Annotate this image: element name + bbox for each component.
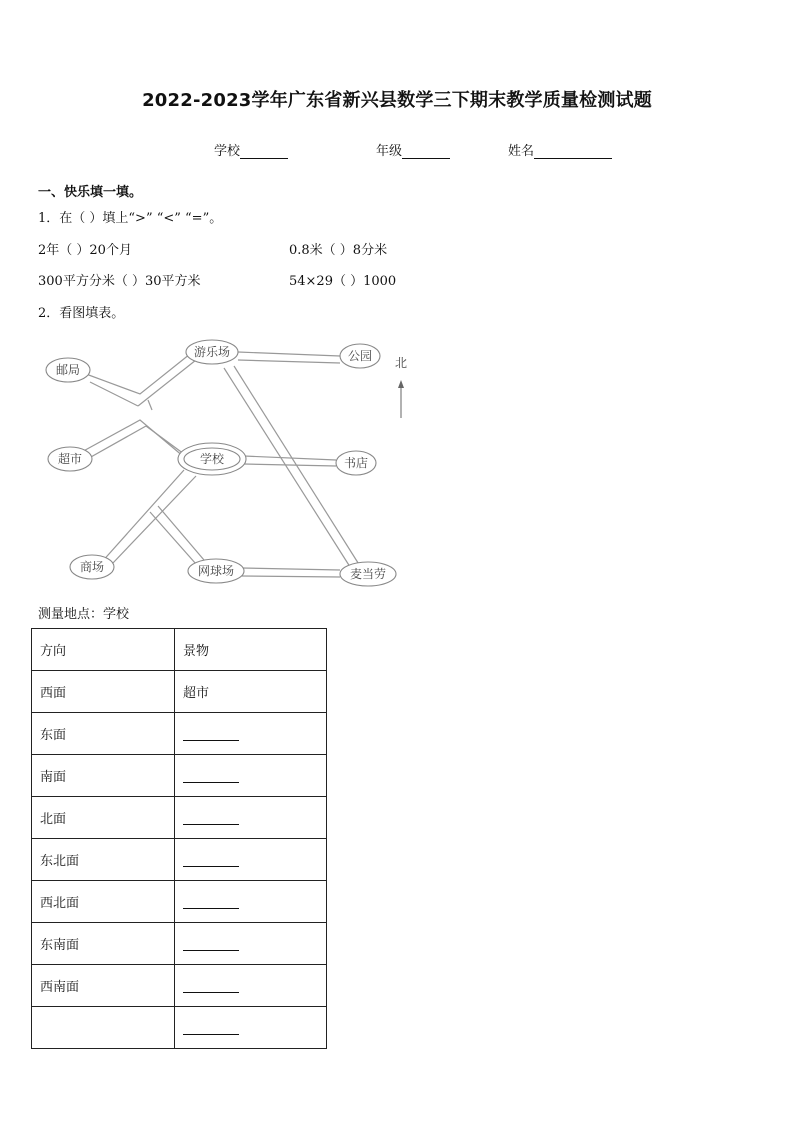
answer-blank[interactable]: [183, 728, 239, 741]
direction-cell: 东南面: [32, 923, 175, 965]
direction-cell: 西北面: [32, 881, 175, 923]
north-arrow-icon: [398, 380, 404, 418]
answer-cell[interactable]: [175, 839, 327, 881]
table-row: [32, 965, 327, 1007]
table-row: [32, 755, 327, 797]
name-field[interactable]: [508, 140, 612, 159]
north-label: 北: [394, 356, 408, 370]
answer-blank[interactable]: [183, 854, 239, 867]
answer-blank[interactable]: [183, 770, 239, 783]
map-label-bookstore: 书店: [343, 456, 369, 470]
scenery-cell: 超市: [175, 671, 327, 713]
grade-blank[interactable]: [402, 145, 450, 159]
table-header-row: [32, 629, 327, 671]
answer-cell[interactable]: [175, 797, 327, 839]
answer-cell[interactable]: [175, 965, 327, 1007]
table-row: [32, 881, 327, 923]
answer-cell[interactable]: [175, 713, 327, 755]
map-label-tennis-court: 网球场: [197, 564, 235, 578]
question-2-prompt: 2．看图填表。: [38, 306, 125, 321]
grade-label: 年级: [376, 144, 403, 159]
table-header-scenery: 景物: [175, 629, 327, 671]
map-label-mall: 商场: [79, 560, 105, 574]
map-label-school: 学校: [199, 452, 225, 466]
section-heading: 一、快乐填一填。: [38, 185, 143, 200]
answer-cell[interactable]: [175, 881, 327, 923]
school-label: 学校: [214, 144, 241, 159]
direction-cell: 西南面: [32, 965, 175, 1007]
direction-cell: 北面: [32, 797, 175, 839]
direction-table: [31, 628, 327, 1049]
map-label-post-office: 邮局: [55, 363, 81, 377]
school-blank[interactable]: [240, 145, 288, 159]
q1-item-3: 300平方分米（ ）30平方米: [38, 274, 201, 289]
answer-blank[interactable]: [183, 812, 239, 825]
table-row: [32, 797, 327, 839]
measure-point: 测量地点：学校: [38, 607, 130, 622]
table-row: [32, 713, 327, 755]
answer-blank[interactable]: [183, 896, 239, 909]
answer-blank[interactable]: [183, 980, 239, 993]
q1-item-2: 0.8米（ ）8分米: [289, 243, 388, 258]
direction-map: [0, 330, 440, 600]
table-row: [32, 923, 327, 965]
answer-cell[interactable]: [175, 923, 327, 965]
answer-blank[interactable]: [183, 1022, 239, 1035]
q1-item-4: 54×29（ ）1000: [289, 274, 397, 289]
direction-cell: 东面: [32, 713, 175, 755]
name-label: 姓名: [508, 144, 535, 159]
answer-blank[interactable]: [183, 938, 239, 951]
map-label-supermarket: 超市: [57, 452, 83, 466]
direction-cell: 东北面: [32, 839, 175, 881]
map-label-amusement-park: 游乐场: [193, 345, 231, 359]
question-1-prompt: 1．在（ ）填上“>” “<” “=”。: [38, 211, 223, 226]
name-blank[interactable]: [534, 145, 612, 159]
grade-field[interactable]: [376, 140, 450, 159]
table-row: [32, 671, 327, 713]
table-row: [32, 1007, 327, 1049]
map-label-mcdonalds: 麦当劳: [349, 567, 387, 581]
direction-cell: 南面: [32, 755, 175, 797]
direction-cell: 西面: [32, 671, 175, 713]
direction-cell: [32, 1007, 175, 1049]
answer-cell[interactable]: [175, 755, 327, 797]
q1-item-1: 2年（ ）20个月: [38, 243, 132, 258]
page-title: 2022-2023学年广东省新兴县数学三下期末教学质量检测试题: [142, 90, 652, 111]
table-header-direction: 方向: [32, 629, 175, 671]
table-row: [32, 839, 327, 881]
map-label-park: 公园: [347, 349, 373, 363]
answer-cell[interactable]: [175, 1007, 327, 1049]
school-field[interactable]: [214, 140, 288, 159]
